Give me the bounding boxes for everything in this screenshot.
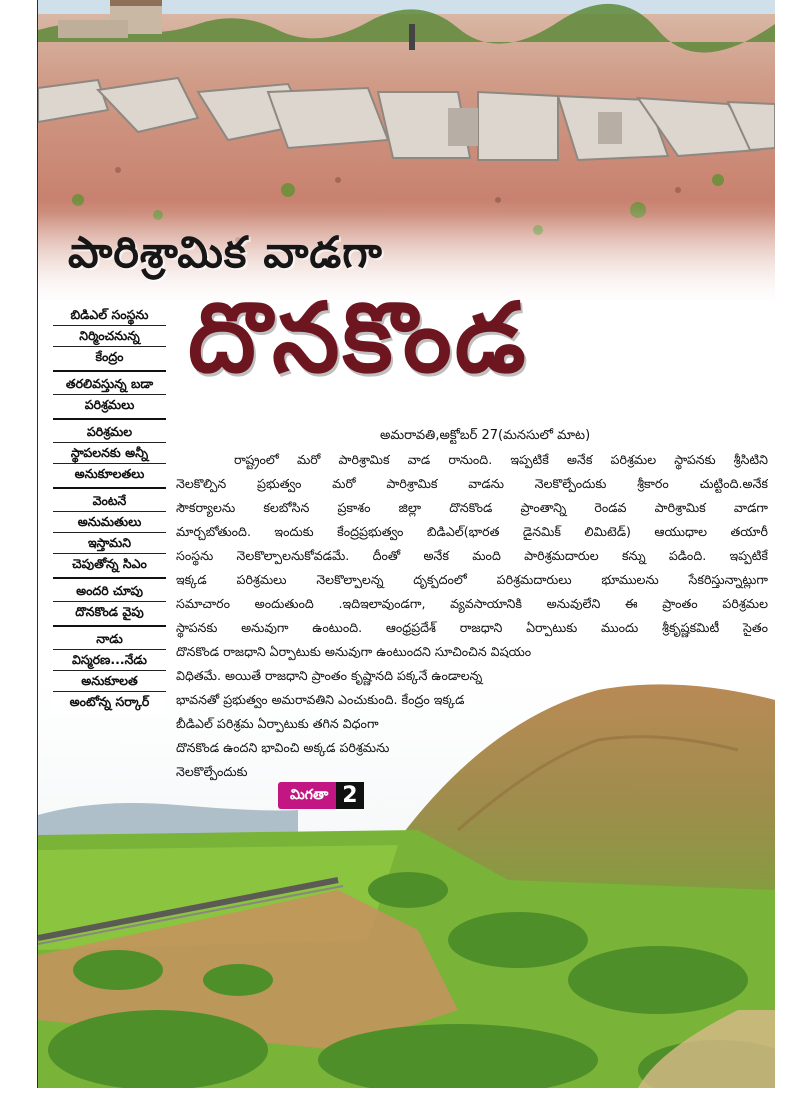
headline-kicker: పారిశ్రామిక వాడగా	[68, 228, 383, 278]
article-line: స్థాపనకు అనువుగా ఉంటుంది. ఆంధ్రప్రదేశ్ రాజధాని ఏర్పాటుకు ముందు శ్రీకృష్ణకమిటీ సైతం	[176, 620, 768, 635]
sidebar-line: దొనకొండ వైపు	[75, 604, 144, 619]
sidebar-line: ఇస్తామని	[53, 533, 166, 554]
article-dateline: అమరావతి,అక్టోబర్ 27(మనసులో మాట)	[380, 428, 591, 443]
sidebar-line: చెపుతోన్న సిఎం	[72, 556, 147, 571]
article-line: రాష్ట్రంలో మరో పారిశ్రామిక వాడ రానుంది. ఇప్పటికే అనేక పరిశ్రమల స్థాపనకు శ్రీసిటిని	[234, 452, 768, 467]
article-body	[176, 448, 768, 784]
sidebar-line: విస్మరణ...నేడు	[53, 650, 166, 671]
article-line: సమాచారం అందుతుంది .ఇదిఇలావుండగా, వ్యవసాయానికి అనువులేని ఈ ప్రాంతం పరిశ్రమల	[176, 596, 768, 611]
newspaper-clipping	[38, 0, 775, 1088]
sidebar-highlights	[53, 303, 166, 715]
sidebar-point-5	[53, 579, 166, 627]
sidebar-point-6	[53, 627, 166, 715]
article-line: సంస్థను నెలకొల్పాలనుకోవడమే. దీంతో అనేక మంది పారిశ్రమదారుల కన్ను పడింది. ఇప్పటికే	[176, 548, 768, 563]
sidebar-line: అంటోన్న సర్కార్	[69, 694, 150, 709]
article-line: సౌకర్యాలను కలబోసిన ప్రకాశం జిల్లా దొనకొండ ప్రాంతాన్ని రెండవ పారిశ్రామిక వాడగా	[176, 500, 768, 515]
sidebar-point-4	[53, 489, 166, 579]
sidebar-line: అనుకూలత	[53, 671, 166, 692]
article-line: నెలకొల్పేందుకు	[176, 764, 248, 779]
article-line: బీడిఎల్ పరిశ్రమ ఏర్పాటుకు తగిన విధంగా	[176, 716, 379, 731]
continued-label: మిగతా	[278, 782, 336, 809]
article-line: మార్చబోతుంది. ఇందుకు కేంద్రప్రభుత్వం బిడిఎల్(భారత డైనమిక్ లిమిటెడ్) ఆయుధాల తయారీ	[176, 524, 768, 539]
sidebar-line: నాడు	[53, 629, 166, 650]
sidebar-line: బిడిఎల్ సంస్థను	[53, 305, 166, 326]
sidebar-line: నిర్మించనున్న	[53, 326, 166, 347]
sidebar-line: అందరి చూపు	[53, 581, 166, 602]
sidebar-line: తరలివస్తున్న బడా	[53, 374, 166, 395]
continued-on-page-marker	[278, 782, 364, 809]
sidebar-line: కేంద్రం	[95, 349, 124, 364]
article-line: ఇక్కడ పరిశ్రమలు నెలకొల్పాలన్న దృక్పదంలో పరిశ్రమదారులు భూములను సేకరిస్తున్నాట్లుగా	[176, 572, 768, 587]
sidebar-point-3	[53, 420, 166, 489]
article-line: దొనకొండ ఉందని భావించి అక్కడ పరిశ్రమను	[176, 740, 390, 755]
sidebar-line: పరిశ్రమల	[53, 422, 166, 443]
sidebar-line: స్థాపలనకు అన్నీ	[53, 443, 166, 464]
article-line: భావనతో ప్రభుత్వం అమరావతిని ఎంచుకుంది. కేంద్రం ఇక్కడ	[176, 692, 465, 707]
sidebar-line: అనుమతులు	[53, 512, 166, 533]
sidebar-line: పరిశ్రమలు	[84, 397, 135, 412]
sidebar-point-1	[53, 303, 166, 372]
sidebar-point-2	[53, 372, 166, 420]
continued-page-number: 2	[336, 782, 363, 809]
sidebar-line: వెంటనే	[53, 491, 166, 512]
article-line: విధితమే. అయితే రాజధాని ప్రాంతం కృష్ణానది పక్కనే ఉండాలన్న	[176, 668, 483, 683]
sidebar-line: అనుకూలతలు	[74, 466, 145, 481]
headline-main: దొనకొండ	[188, 282, 529, 394]
article-line: నెలకొల్పిన ప్రభుత్వం మరో పారిశ్రామిక వాడను నెలకొల్పేందుకు శ్రీకారం చుట్టింది.అనేక	[176, 476, 768, 491]
article-line: దొనకొండ రాజధాని ఏర్పాటుకు అనువుగా ఉంటుందని సూచించిన విషయం	[176, 644, 532, 659]
